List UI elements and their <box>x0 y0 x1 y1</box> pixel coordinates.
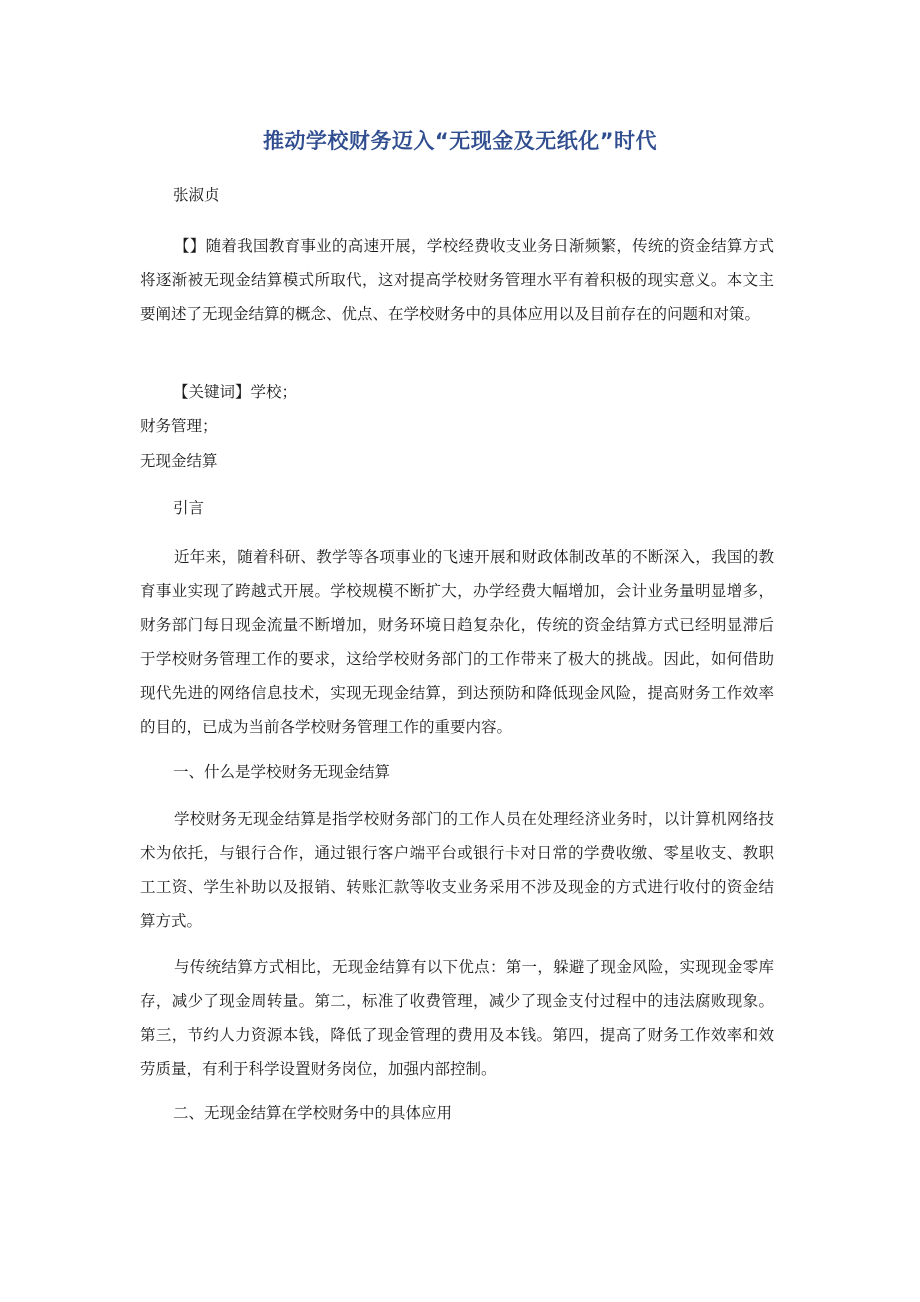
section-1-paragraph-2: 与传统结算方式相比，无现金结算有以下优点：第一，躲避了现金风险，实现现金零库存，减少了现金周转量。第二，标准了收费管理，减少了现金支付过程中的违法腐败现象。第三，节约人力资源本钱，降低了现金管理的费用及本钱。第四，提高了财务工作效率和效劳质量，有利于科学设置财务岗位，加强内部控制。 <box>140 958 774 1078</box>
keyword-cashless-settlement: 无现金结算 <box>140 452 218 470</box>
document-title: 推动学校财务迈入“无现金及无纸化”时代 <box>262 129 658 153</box>
section-1-paragraph-1: 学校财务无现金结算是指学校财务部门的工作人员在处理经济业务时，以计算机网络技术为依托，与银行合作，通过银行客户端平台或银行卡对日常的学费收缴、零星收支、教职工工资、学生补助以及报销、转账汇款等收支业务采用不涉及现金的方式进行收付的资金结算方式。 <box>140 810 774 930</box>
intro-heading: 引言 <box>173 499 205 517</box>
abstract-paragraph: 【】随着我国教育事业的高速开展，学校经费收支业务日渐频繁，传统的资金结算方式将逐渐被无现金结算模式所取代，这对提高学校财务管理水平有着积极的现实意义。本文主要阐述了无现金结算的概念、优点、在学校财务中的具体应用以及目前存在的问题和对策。 <box>140 237 774 323</box>
section-2-heading: 二、无现金结算在学校财务中的具体应用 <box>173 1104 453 1122</box>
keywords-label: 【关键词】学校； <box>173 383 298 401</box>
keyword-financial-management: 财务管理； <box>140 417 218 435</box>
intro-paragraph: 近年来，随着科研、教学等各项事业的飞速开展和财政体制改革的不断深入，我国的教育事业实现了跨越式开展。学校规模不断扩大，办学经费大幅增加，会计业务量明显增多，财务部门每日现金流量不断增加，财务环境日趋复杂化，传统的资金结算方式已经明显滞后于学校财务管理工作的要求，这给学校财务部门的工作带来了极大的挑战。因此，如何借助现代先进的网络信息技术，实现无现金结算，到达预防和降低现金风险，提高财务工作效率的目的，已成为当前各学校财务管理工作的重要内容。 <box>140 548 774 736</box>
author-name: 张淑贞 <box>173 186 220 204</box>
section-1-heading: 一、什么是学校财务无现金结算 <box>173 763 391 781</box>
